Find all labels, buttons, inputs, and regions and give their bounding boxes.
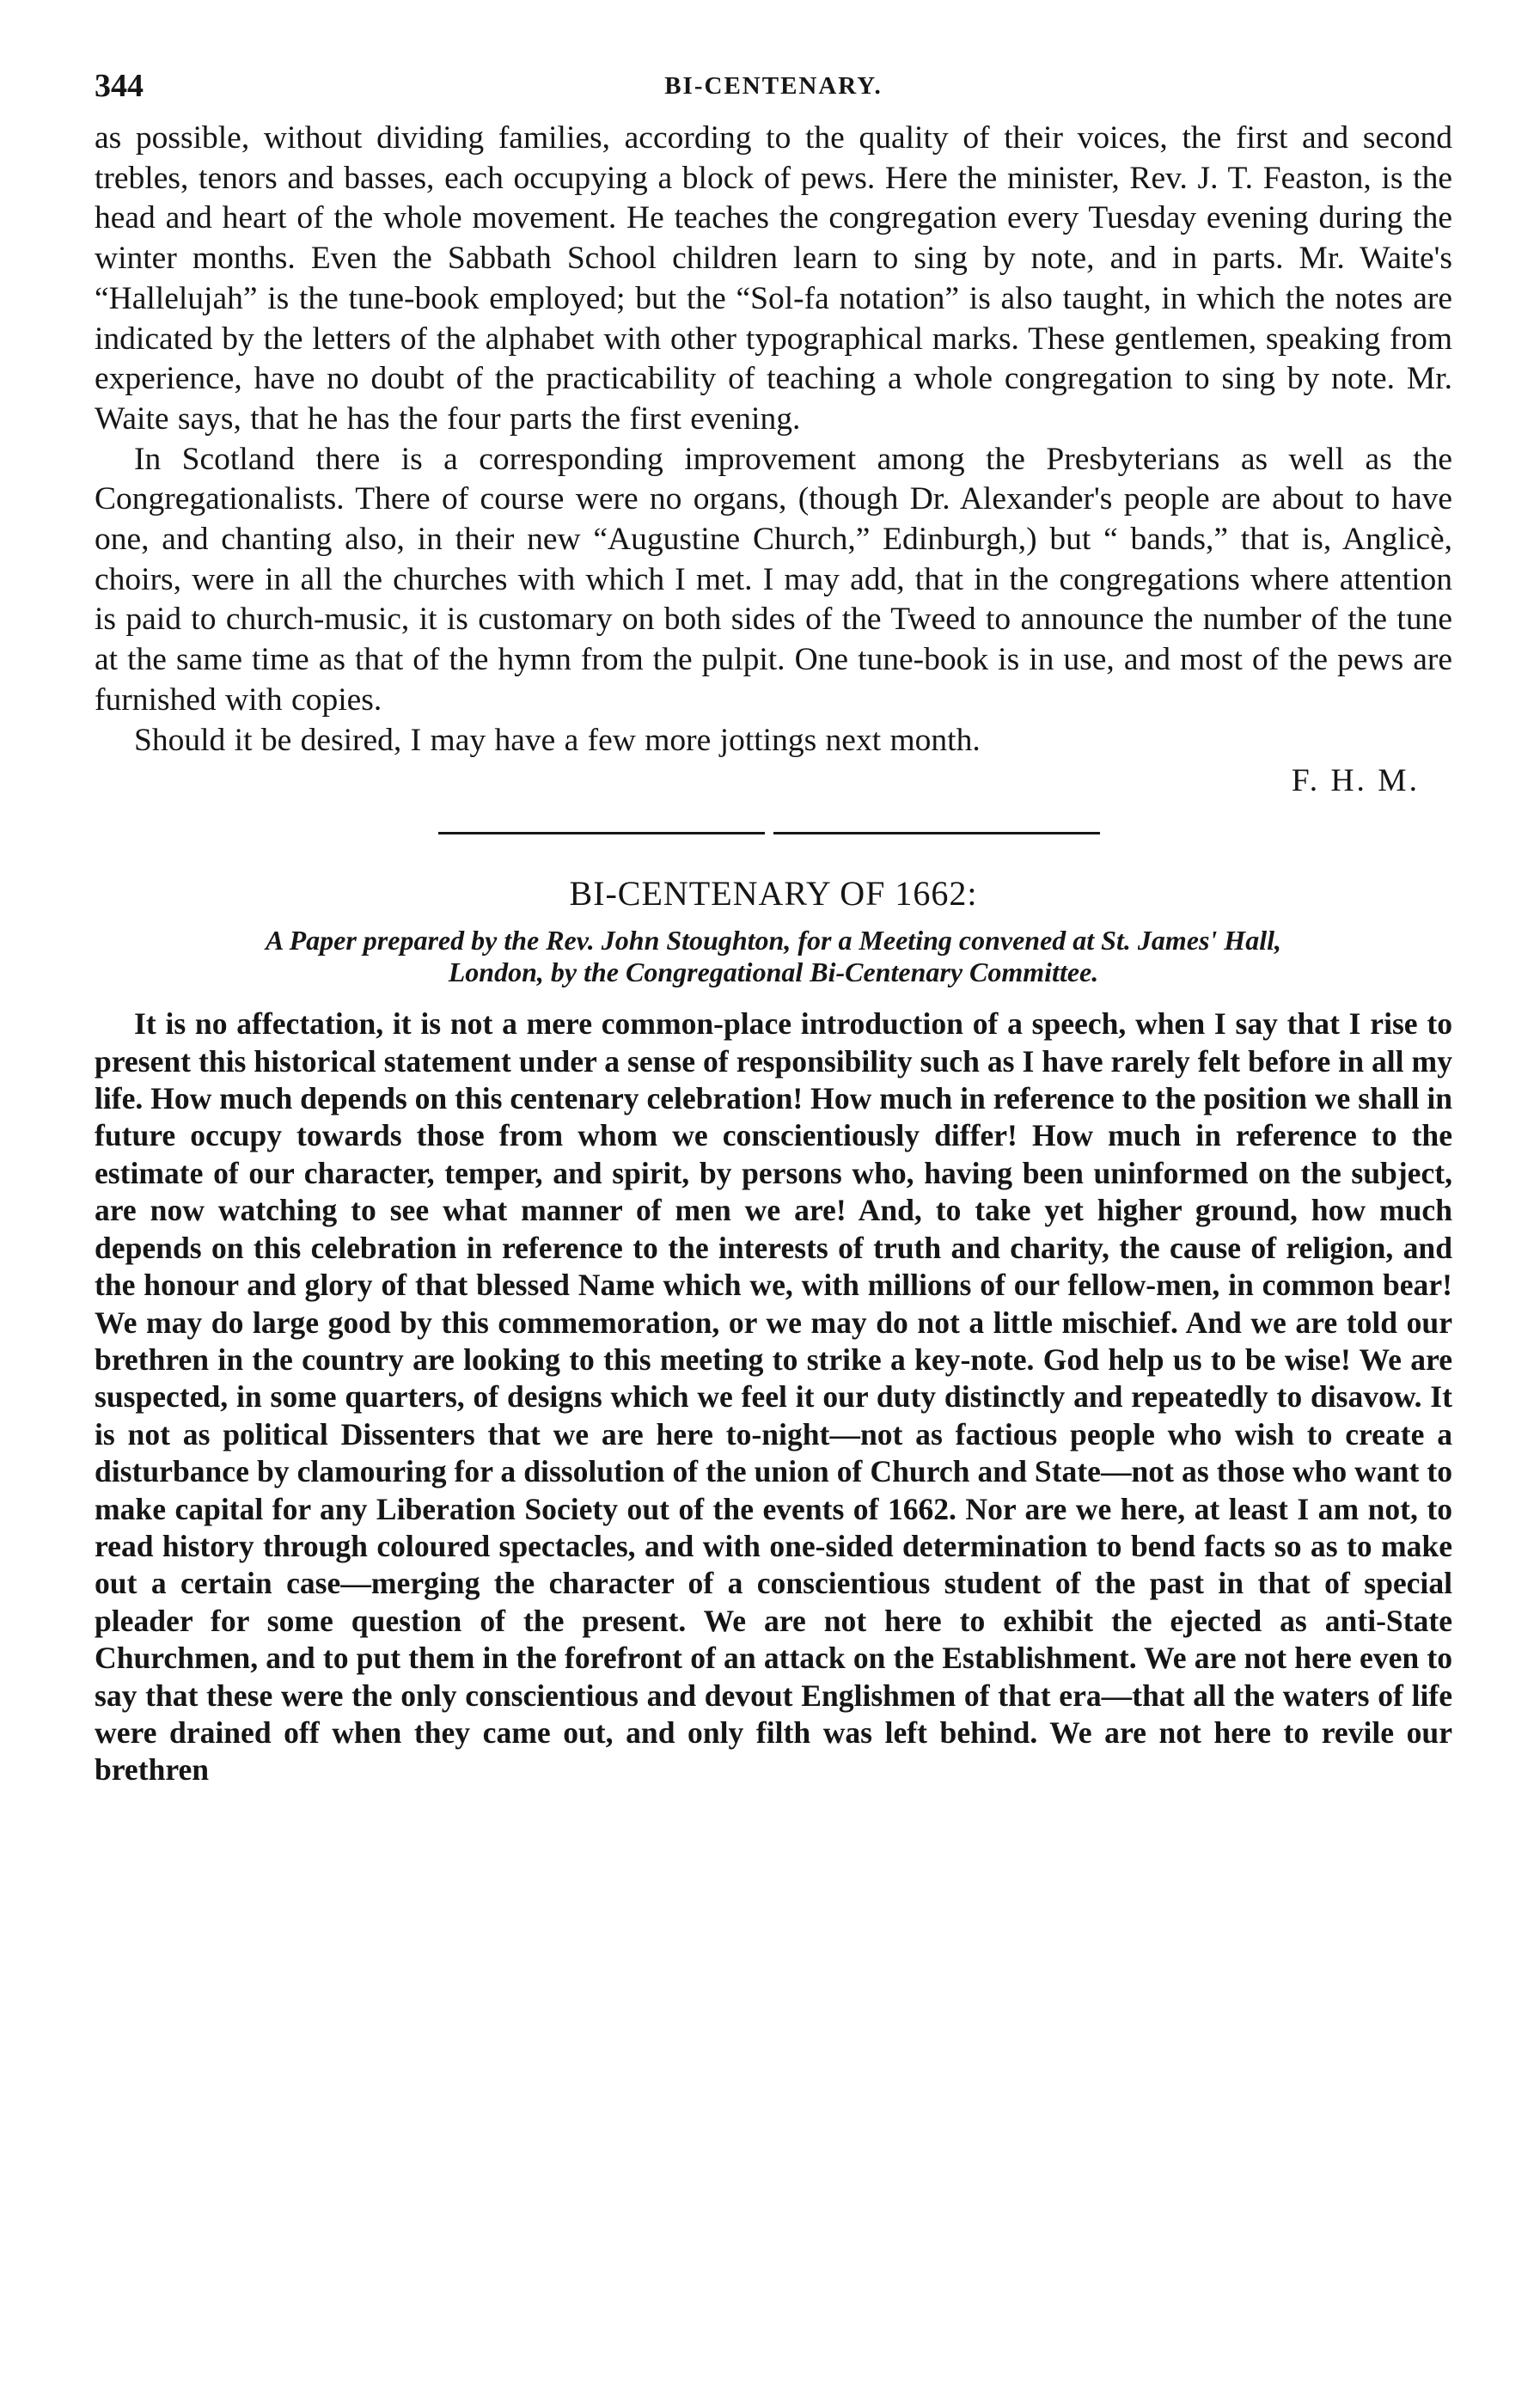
book-page bbox=[95, 67, 1452, 1789]
article-subtitle-line: A Paper prepared by the Rev. John Stoughton, for a Meeting convened at St. James' Hall, bbox=[266, 925, 1281, 957]
letter-body bbox=[95, 119, 1452, 801]
page-number: 344 bbox=[95, 68, 144, 104]
divider-rule-right bbox=[773, 832, 1100, 834]
letter-paragraph: as possible, without dividing families, according to the quality of their voices, the first and second trebles, tenors and basses, each occupying a block of pews. Here the minister, Rev. J. T. Feaston, is the head and heart of the whole movement. He teaches the congregation every Tuesday evening during the winter months. Even the Sabbath School children learn to sing by note, and in parts. Mr. Waite's “Hallelujah” is the tune-book employed; but the “Sol-fa notation” is also taught, in which the notes are indicated by the letters of the alphabet with other typographical marks. These gentlemen, speaking from experience, have no doubt of the practicability of teaching a whole congregation to sing by note. Mr. Waite says, that he has the four parts the first evening. bbox=[95, 120, 1452, 437]
section-divider bbox=[95, 822, 1452, 847]
letter-signature: F. H. M. bbox=[1291, 763, 1420, 799]
article-subtitle-line: London, by the Congregational Bi-Centenary Committee. bbox=[448, 957, 1099, 988]
letter-paragraph: In Scotland there is a corresponding improvement among the Presbyterians as well as the Congregationalists. There of course were no organs, (though Dr. Alexander's people are about to have one, and chanting also, in their new “Augustine Church,” Edinburgh,) but “ bands,” that is, Anglicè, choirs, were in all the churches with which I met. I may add, that in the congregations where attention is paid to church-music, it is customary on both sides of the Tweed to announce the number of the tune at the same time as that of the hymn from the pulpit. One tune-book is in use, and most of the pews are furnished with copies. bbox=[95, 441, 1452, 718]
article-subtitle bbox=[95, 925, 1452, 988]
running-title: BI-CENTENARY. bbox=[664, 72, 883, 100]
running-head bbox=[95, 67, 1452, 119]
article-paragraph: It is no affectation, it is not a mere common-place introduction of a speech, when I say that I rise to present this historical statement under a sense of responsibility such as I have rarely felt before in all my life. How much depends on this centenary celebration! How much in reference to the position we shall in future occupy towards those from whom we conscientiously differ! How much in reference to the estimate of our character, temper, and spirit, by persons who, having been uninformed on the subject, are now watching to see what manner of men we are! And, to take yet higher ground, how much depends on this celebration in reference to the interests of truth and charity, the cause of religion, and the honour and glory of that blessed Name which we, with millions of our fellow-men, in common bear! We may do large good by this commemoration, or we may do not a little mischief. And we are told our brethren in the country are looking to this meeting to strike a key-note. God help us to be wise! We are suspected, in some quarters, of designs which we feel it our duty distinctly and repeatedly to disavow. It is not as political Dissenters that we are here to-night—not as factious people who wish to create a disturbance by clamouring for a dissolution of the union of Church and State—not as those who want to make capital for any Liberation Society out of the events of 1662. Nor are we here, at least I am not, to read history through coloured spectacles, and with one-sided determination to bend facts so as to make out a certain case—merging the character of a conscientious student of the past in that of special pleader for some question of the present. We are not here to exhibit the ejected as anti-State Churchmen, and to put them in the forefront of an attack on the Establishment. We are not here even to say that these were the only conscientious and devout Englishmen of that era—that all the waters of life were drained off when they came out, and only filth was left behind. We are not here to revile our brethren bbox=[95, 1006, 1452, 1788]
divider-rule-left bbox=[438, 832, 765, 834]
letter-paragraph: Should it be desired, I may have a few more jottings next month. bbox=[134, 722, 981, 758]
article-title: BI-CENTENARY OF 1662: bbox=[569, 874, 978, 914]
article-body bbox=[95, 1005, 1452, 1789]
